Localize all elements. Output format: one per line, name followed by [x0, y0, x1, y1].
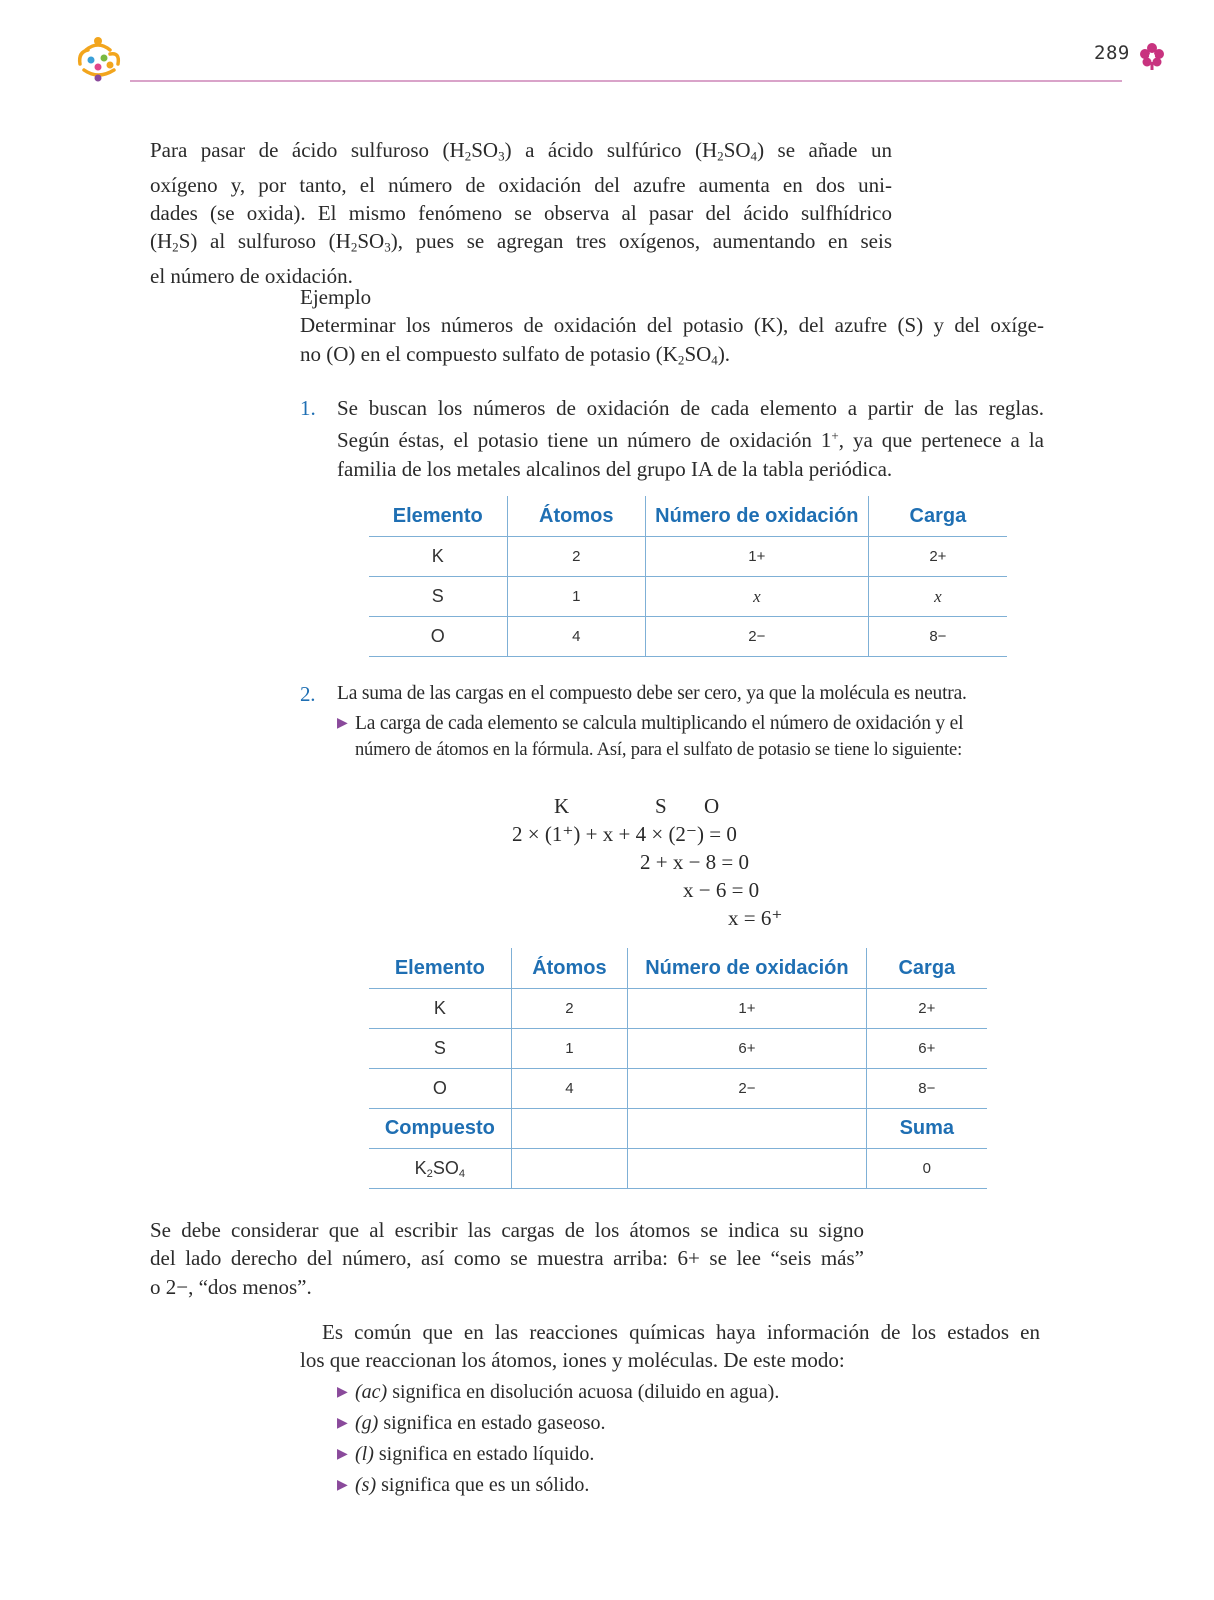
header-atoms: Átomos — [511, 948, 628, 989]
intro-line-4: $(H_2S)$ al sulfuroso $(H_2SO_3)$, pues se agregan tres oxígenos, aumentando en seis — [150, 229, 892, 255]
cell-element: S — [369, 577, 507, 617]
oxidation-table-2 — [369, 948, 987, 1189]
cell-atoms: 2 — [511, 989, 628, 1029]
header-atoms: Átomos — [507, 496, 645, 537]
states-paragraph — [300, 1318, 1040, 1501]
cell-element: K — [369, 537, 507, 577]
compound-header-row — [369, 1109, 987, 1149]
cell-charge: 2+ — [868, 537, 1007, 577]
compound-formula: $K_2SO_4$ — [369, 1149, 511, 1189]
bullet-triangle-icon: ▶ — [337, 1446, 348, 1462]
step-1-line-2: Según éstas, el potasio tiene un número de oxidación 1+, ya que pertenece a la — [337, 428, 1044, 453]
cell-oxidation: 2− — [628, 1069, 866, 1109]
states-line-1: Es común que en las reacciones químicas haya información de los estados en — [322, 1320, 1040, 1344]
cell-oxidation: 1+ — [645, 537, 868, 577]
intro-line-2: oxígeno y, por tanto, el número de oxidación del azufre aumenta en dos uni- — [150, 172, 892, 197]
empty-cell — [511, 1149, 628, 1189]
cell-oxidation: 1+ — [628, 989, 866, 1029]
sum-label: Suma — [866, 1109, 987, 1149]
header-oxidation-number: Número de oxidación — [628, 948, 866, 989]
header-rule — [130, 80, 1122, 82]
cell-charge: 2+ — [866, 989, 987, 1029]
empty-cell — [628, 1109, 866, 1149]
cell-oxidation: x — [645, 577, 868, 617]
list-item: ▶ (ac) significa en disolución acuosa (diluido en agua). — [337, 1377, 1040, 1408]
cell-atoms: 4 — [507, 617, 645, 657]
step-2-number: 2. — [300, 682, 316, 706]
flower-ornament-icon — [1138, 40, 1166, 70]
intro-line-5: el número de oxidación. — [150, 263, 353, 288]
header-element: Elemento — [369, 948, 511, 989]
step-1-number: 1. — [300, 396, 316, 420]
bullet-triangle-icon: ▶ — [337, 1477, 348, 1493]
step-2-bullet-line-2: número de átomos en la fórmula. Así, para el sulfato de potasio se tiene lo siguiente: — [355, 739, 963, 760]
cell-oxidation: 6+ — [628, 1029, 866, 1069]
intro-line-1: Para pasar de ácido sulfuroso $(H_2SO_3)$ a ácido sulfúrico $(H_2SO_4)$ se añade un — [150, 138, 892, 164]
cell-element: O — [369, 617, 507, 657]
compound-label: Compuesto — [369, 1109, 511, 1149]
calc-equation-1: 2 × (1⁺) + x + 4 × (2⁻) = 0 — [512, 822, 737, 846]
table-header-row — [369, 948, 987, 989]
cell-element: K — [369, 989, 511, 1029]
cell-atoms: 2 — [507, 537, 645, 577]
cell-charge: 8− — [868, 617, 1007, 657]
table-row — [369, 1029, 987, 1069]
header-charge: Carga — [866, 948, 987, 989]
empty-cell — [628, 1149, 866, 1189]
list-item: ▶ (g) significa en estado gaseoso. — [337, 1408, 1040, 1439]
step-1-line-1: Se buscan los números de oxidación de cada elemento a partir de las reglas. — [337, 396, 1044, 420]
cell-element: S — [369, 1029, 511, 1069]
calc-equation-4: x = 6⁺ — [728, 906, 783, 930]
bullet-triangle-icon: ▶ — [337, 1415, 348, 1431]
header-element: Elemento — [369, 496, 507, 537]
header-charge: Carga — [868, 496, 1007, 537]
cell-charge: x — [868, 577, 1007, 617]
calc-equation-2: 2 + x − 8 = 0 — [640, 850, 750, 874]
intro-paragraph — [150, 136, 892, 290]
calc-label-o: O — [704, 794, 720, 818]
cell-atoms: 1 — [511, 1029, 628, 1069]
step-1 — [300, 394, 1044, 483]
list-item: ▶ (l) significa en estado líquido. — [337, 1439, 1040, 1470]
table-header-row — [369, 496, 1007, 537]
table-row — [369, 617, 1007, 657]
example-line-1: Determinar los números de oxidación del potasio (K), del azufre (S) y del oxíge- — [300, 313, 1044, 338]
intro-line-3: dades (se oxida). El mismo fenómeno se observa al pasar del ácido sulfhídrico — [150, 200, 892, 225]
cell-oxidation: 2− — [645, 617, 868, 657]
calc-label-k: K — [554, 794, 570, 818]
empty-cell — [511, 1109, 628, 1149]
compound-row — [369, 1149, 987, 1189]
bullet-triangle-icon: ▶ — [337, 1384, 348, 1400]
note-line-3: o 2−, “dos menos”. — [150, 1274, 312, 1299]
example-label: Ejemplo — [300, 285, 372, 309]
step-2-bullet-line-1: La carga de cada elemento se calcula multiplicando el número de oxidación y el — [355, 713, 964, 735]
list-item: ▶ (s) significa que es un sólido. — [337, 1470, 1040, 1501]
calc-label-s: S — [655, 794, 667, 818]
header-oxidation-number: Número de oxidación — [645, 496, 868, 537]
cell-atoms: 4 — [511, 1069, 628, 1109]
table-row — [369, 989, 987, 1029]
oxidation-table-1 — [369, 496, 1007, 657]
note-line-1: Se debe considerar que al escribir las cargas de los átomos se indica su signo — [150, 1218, 864, 1242]
states-line-2: los que reaccionan los átomos, iones y moléculas. De este modo: — [300, 1348, 845, 1373]
step-2 — [300, 680, 1044, 764]
cell-element: O — [369, 1069, 511, 1109]
step-1-line-3: familia de los metales alcalinos del grupo IA de la tabla periódica. — [337, 456, 893, 481]
page-number: 289 — [1094, 42, 1130, 64]
table-row — [369, 577, 1007, 617]
cell-charge: 8− — [866, 1069, 987, 1109]
bullet-triangle-icon: ▶ — [337, 716, 348, 732]
example-line-2: no (O) en el compuesto sulfato de potasio $(K_2SO_4)$. — [300, 341, 731, 367]
step-2-line-1: La suma de las cargas en el compuesto debe ser cero, ya que la molécula es neutra. — [337, 683, 967, 704]
cell-atoms: 1 — [507, 577, 645, 617]
example-block — [300, 283, 1044, 374]
cell-charge: 6+ — [866, 1029, 987, 1069]
logo-icon — [74, 34, 124, 84]
note-line-2: del lado derecho del número, así como se muestra arriba: 6+ se lee “seis más” — [150, 1246, 864, 1271]
sum-value: 0 — [866, 1149, 987, 1189]
calc-equation-3: x − 6 = 0 — [683, 878, 760, 902]
note-paragraph — [150, 1216, 864, 1301]
table-row — [369, 537, 1007, 577]
table-row — [369, 1069, 987, 1109]
